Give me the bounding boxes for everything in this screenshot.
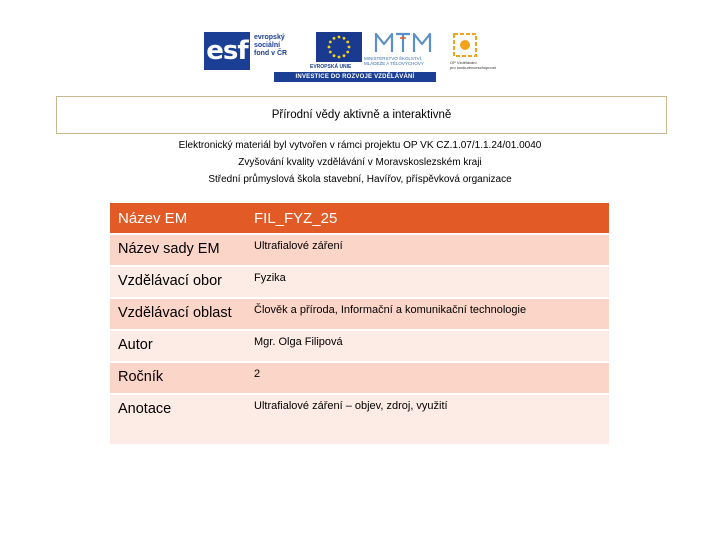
row-value-set-name: Ultrafialové záření [246,235,609,265]
op-caption: OP Vzdělávání pro konkurenceschopnost [450,60,496,70]
eu-flag-icon [316,32,362,62]
msmt-caption: MINISTERSTVO ŠKOLSTVÍ, MLÁDEŽE A TĚLOVÝCHOVY [364,56,424,66]
esf-mark: esf [204,32,250,70]
row-label-author: Autor [110,331,246,361]
table-header-row [110,203,609,233]
info-line-program: Zvyšování kvality vzdělávání v Moravskoslezském kraji [238,157,482,168]
info-line-school: Střední průmyslová škola stavební, Havířov, příspěvková organizace [208,174,512,185]
table-row [110,235,609,265]
eu-caption: EVROPSKÁ UNIE [310,64,352,70]
esf-text: evropský sociální fond v ČR [254,34,288,57]
table-row [110,363,609,393]
row-label-field: Vzdělávací obor [110,267,246,297]
page-title [56,96,667,134]
row-label-grade: Ročník [110,363,246,393]
row-value-annotation: Ultrafialové záření – objev, zdroj, využití [246,395,609,444]
row-label-set-name: Název sady EM [110,235,246,265]
table-row [110,267,609,297]
row-value-field: Fyzika [246,267,609,297]
row-value-area: Člověk a příroda, Informační a komunikační technologie [246,299,609,329]
row-value-grade: 2 [246,363,609,393]
investment-banner: INVESTICE DO ROZVOJE VZDĚLÁVÁNÍ [274,72,436,82]
table-row [110,395,609,444]
header-label: Název EM [110,203,246,233]
header-value: FIL_FYZ_25 [246,203,609,233]
row-label-annotation: Anotace [110,395,246,444]
info-line-project: Elektronický materiál byl vytvořen v rámci projektu OP VK CZ.1.07/1.1.24/01.0040 [178,140,542,151]
row-value-author: Mgr. Olga Filipová [246,331,609,361]
logo-bar [204,30,500,82]
table-row [110,299,609,329]
table-row [110,331,609,361]
metadata-table [110,201,609,446]
row-label-area: Vzdělávací oblast [110,299,246,329]
page-title-text: Přírodní vědy aktivně a interaktivně [271,109,452,121]
